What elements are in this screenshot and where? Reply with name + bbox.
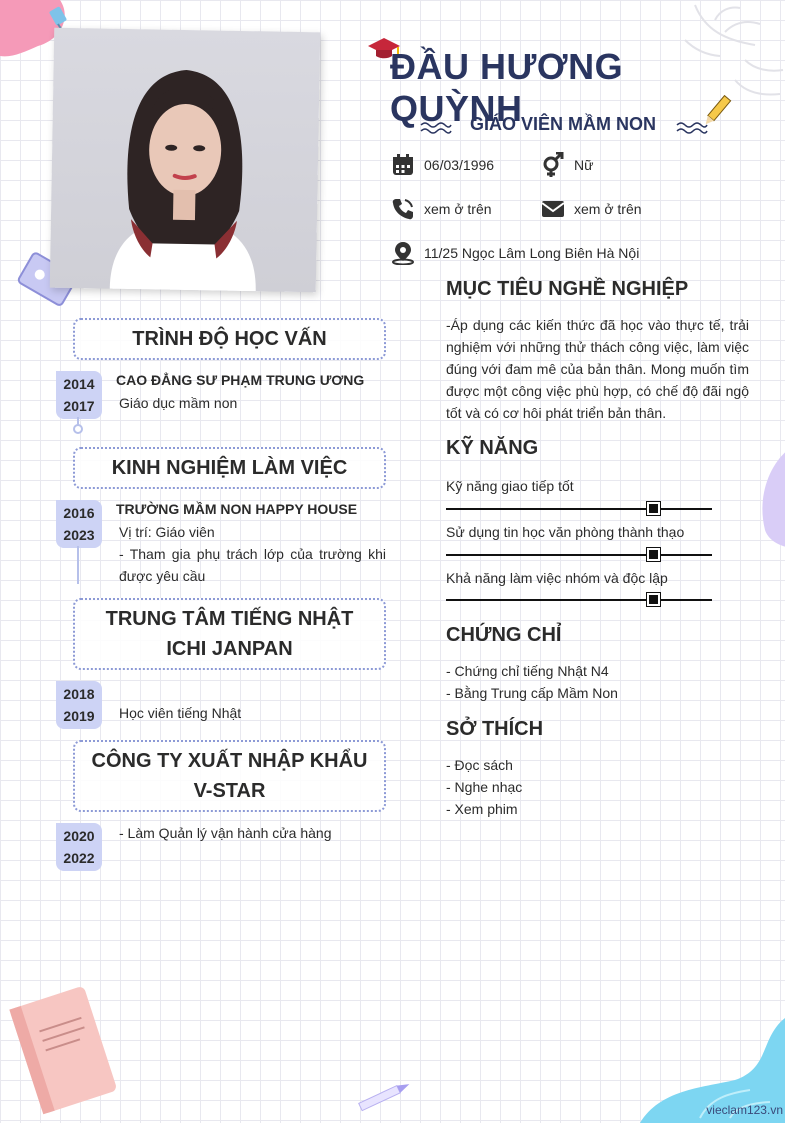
ichi-detail: Học viên tiếng Nhật xyxy=(119,705,242,721)
school-major: Giáo dục mầm non xyxy=(119,395,238,411)
skill-bar xyxy=(446,554,712,556)
ichi-years xyxy=(56,681,102,729)
gender-value: Nữ xyxy=(574,157,594,173)
wave-icon-right xyxy=(676,120,708,134)
envelope-icon xyxy=(540,196,566,222)
calendar-icon xyxy=(390,152,416,178)
certificate-item: - Chứng chỉ tiếng Nhật N4 xyxy=(446,663,609,679)
timeline-dot xyxy=(73,424,83,434)
vstar-heading: CÔNG TY XUẤT NHẬP KHẨU V-STAR xyxy=(73,740,386,812)
gender-row xyxy=(540,152,593,178)
job-title: GIÁO VIÊN MẦM NON xyxy=(469,114,656,134)
year-end: 2019 xyxy=(63,708,95,724)
year-start: 2014 xyxy=(63,376,95,392)
birthdate-row xyxy=(390,152,494,178)
phone-value: xem ở trên xyxy=(424,201,492,217)
candidate-name: ĐẦU HƯƠNG QUỲNH xyxy=(390,46,624,129)
book-decoration xyxy=(4,985,124,1120)
address-row xyxy=(390,240,639,266)
education-years xyxy=(56,371,102,419)
skill-label: Kỹ năng giao tiếp tốt xyxy=(446,478,574,494)
vstar-detail: - Làm Quản lý vận hành cửa hàng xyxy=(119,825,332,841)
hobbies-list xyxy=(446,754,522,820)
email-row xyxy=(540,196,642,222)
objective-text: -Áp dụng các kiến thức đã học vào thực tế, trải nghiệm với những thử thách công việc, làm việc đúng với đam mê của bản thân. Mong muốn tìm được một công việc phù hợp, có chế độ đãi ngộ tốt và có cơ hôi phát triển bản thân. xyxy=(446,317,749,421)
skill-bar xyxy=(446,599,712,601)
year-end: 2023 xyxy=(63,527,95,543)
skill-label: Khả năng làm việc nhóm và độc lập xyxy=(446,570,668,586)
experience-position: Vị trí: Giáo viên xyxy=(119,524,215,540)
year-end: 2017 xyxy=(63,398,95,414)
skill-level-marker xyxy=(647,593,660,606)
address-value: 11/25 Ngọc Lâm Long Biên Hà Nội xyxy=(424,245,640,261)
objective-heading: MỤC TIÊU NGHỀ NGHIỆP xyxy=(446,278,689,300)
hobby-item: - Nghe nhạc xyxy=(446,779,523,795)
year-start: 2016 xyxy=(63,505,95,521)
experience-years xyxy=(56,500,102,548)
skill-level-marker xyxy=(647,548,660,561)
skills-heading: KỸ NĂNG xyxy=(446,437,539,459)
year-start: 2020 xyxy=(63,828,95,844)
phone-row xyxy=(390,196,492,222)
year-end: 2022 xyxy=(63,850,95,866)
certificates-list xyxy=(446,660,618,704)
phone-icon xyxy=(390,196,416,222)
company-name: TRƯỜNG MẦM NON HAPPY HOUSE xyxy=(116,501,358,517)
skill-level-marker xyxy=(647,502,660,515)
pencil-decoration xyxy=(352,1078,416,1114)
education-heading: TRÌNH ĐỘ HỌC VẤN xyxy=(73,318,386,360)
experience-heading: KINH NGHIỆM LÀM VIỆC xyxy=(73,447,386,489)
hobbies-heading: SỞ THÍCH xyxy=(446,718,544,740)
vstar-years xyxy=(56,823,102,871)
school-name: CAO ĐẲNG SƯ PHẠM TRUNG ƯƠNG xyxy=(116,372,365,388)
email-value: xem ở trên xyxy=(574,201,642,217)
year-start: 2018 xyxy=(63,686,95,702)
experience-duty: - Tham gia phụ trách lớp của trường khi được yêu cầu xyxy=(119,546,386,584)
location-icon xyxy=(390,240,416,266)
profile-photo xyxy=(50,28,320,293)
gender-icon xyxy=(540,152,566,178)
ichi-heading: TRUNG TÂM TIẾNG NHẬT ICHI JANPAN xyxy=(73,598,386,670)
timeline-line xyxy=(77,546,79,584)
purple-blob-decoration xyxy=(755,440,785,550)
hobby-item: - Xem phim xyxy=(446,801,518,817)
certificates-heading: CHỨNG CHỈ xyxy=(446,624,562,646)
watermark[interactable]: vieclam123.vn xyxy=(706,1103,783,1117)
skill-bar xyxy=(446,508,712,510)
birthdate-value: 06/03/1996 xyxy=(424,157,495,173)
certificate-item: - Bằng Trung cấp Mầm Non xyxy=(446,685,618,701)
skill-label: Sử dụng tin học văn phòng thành thạo xyxy=(446,524,685,540)
hobby-item: - Đọc sách xyxy=(446,757,513,773)
